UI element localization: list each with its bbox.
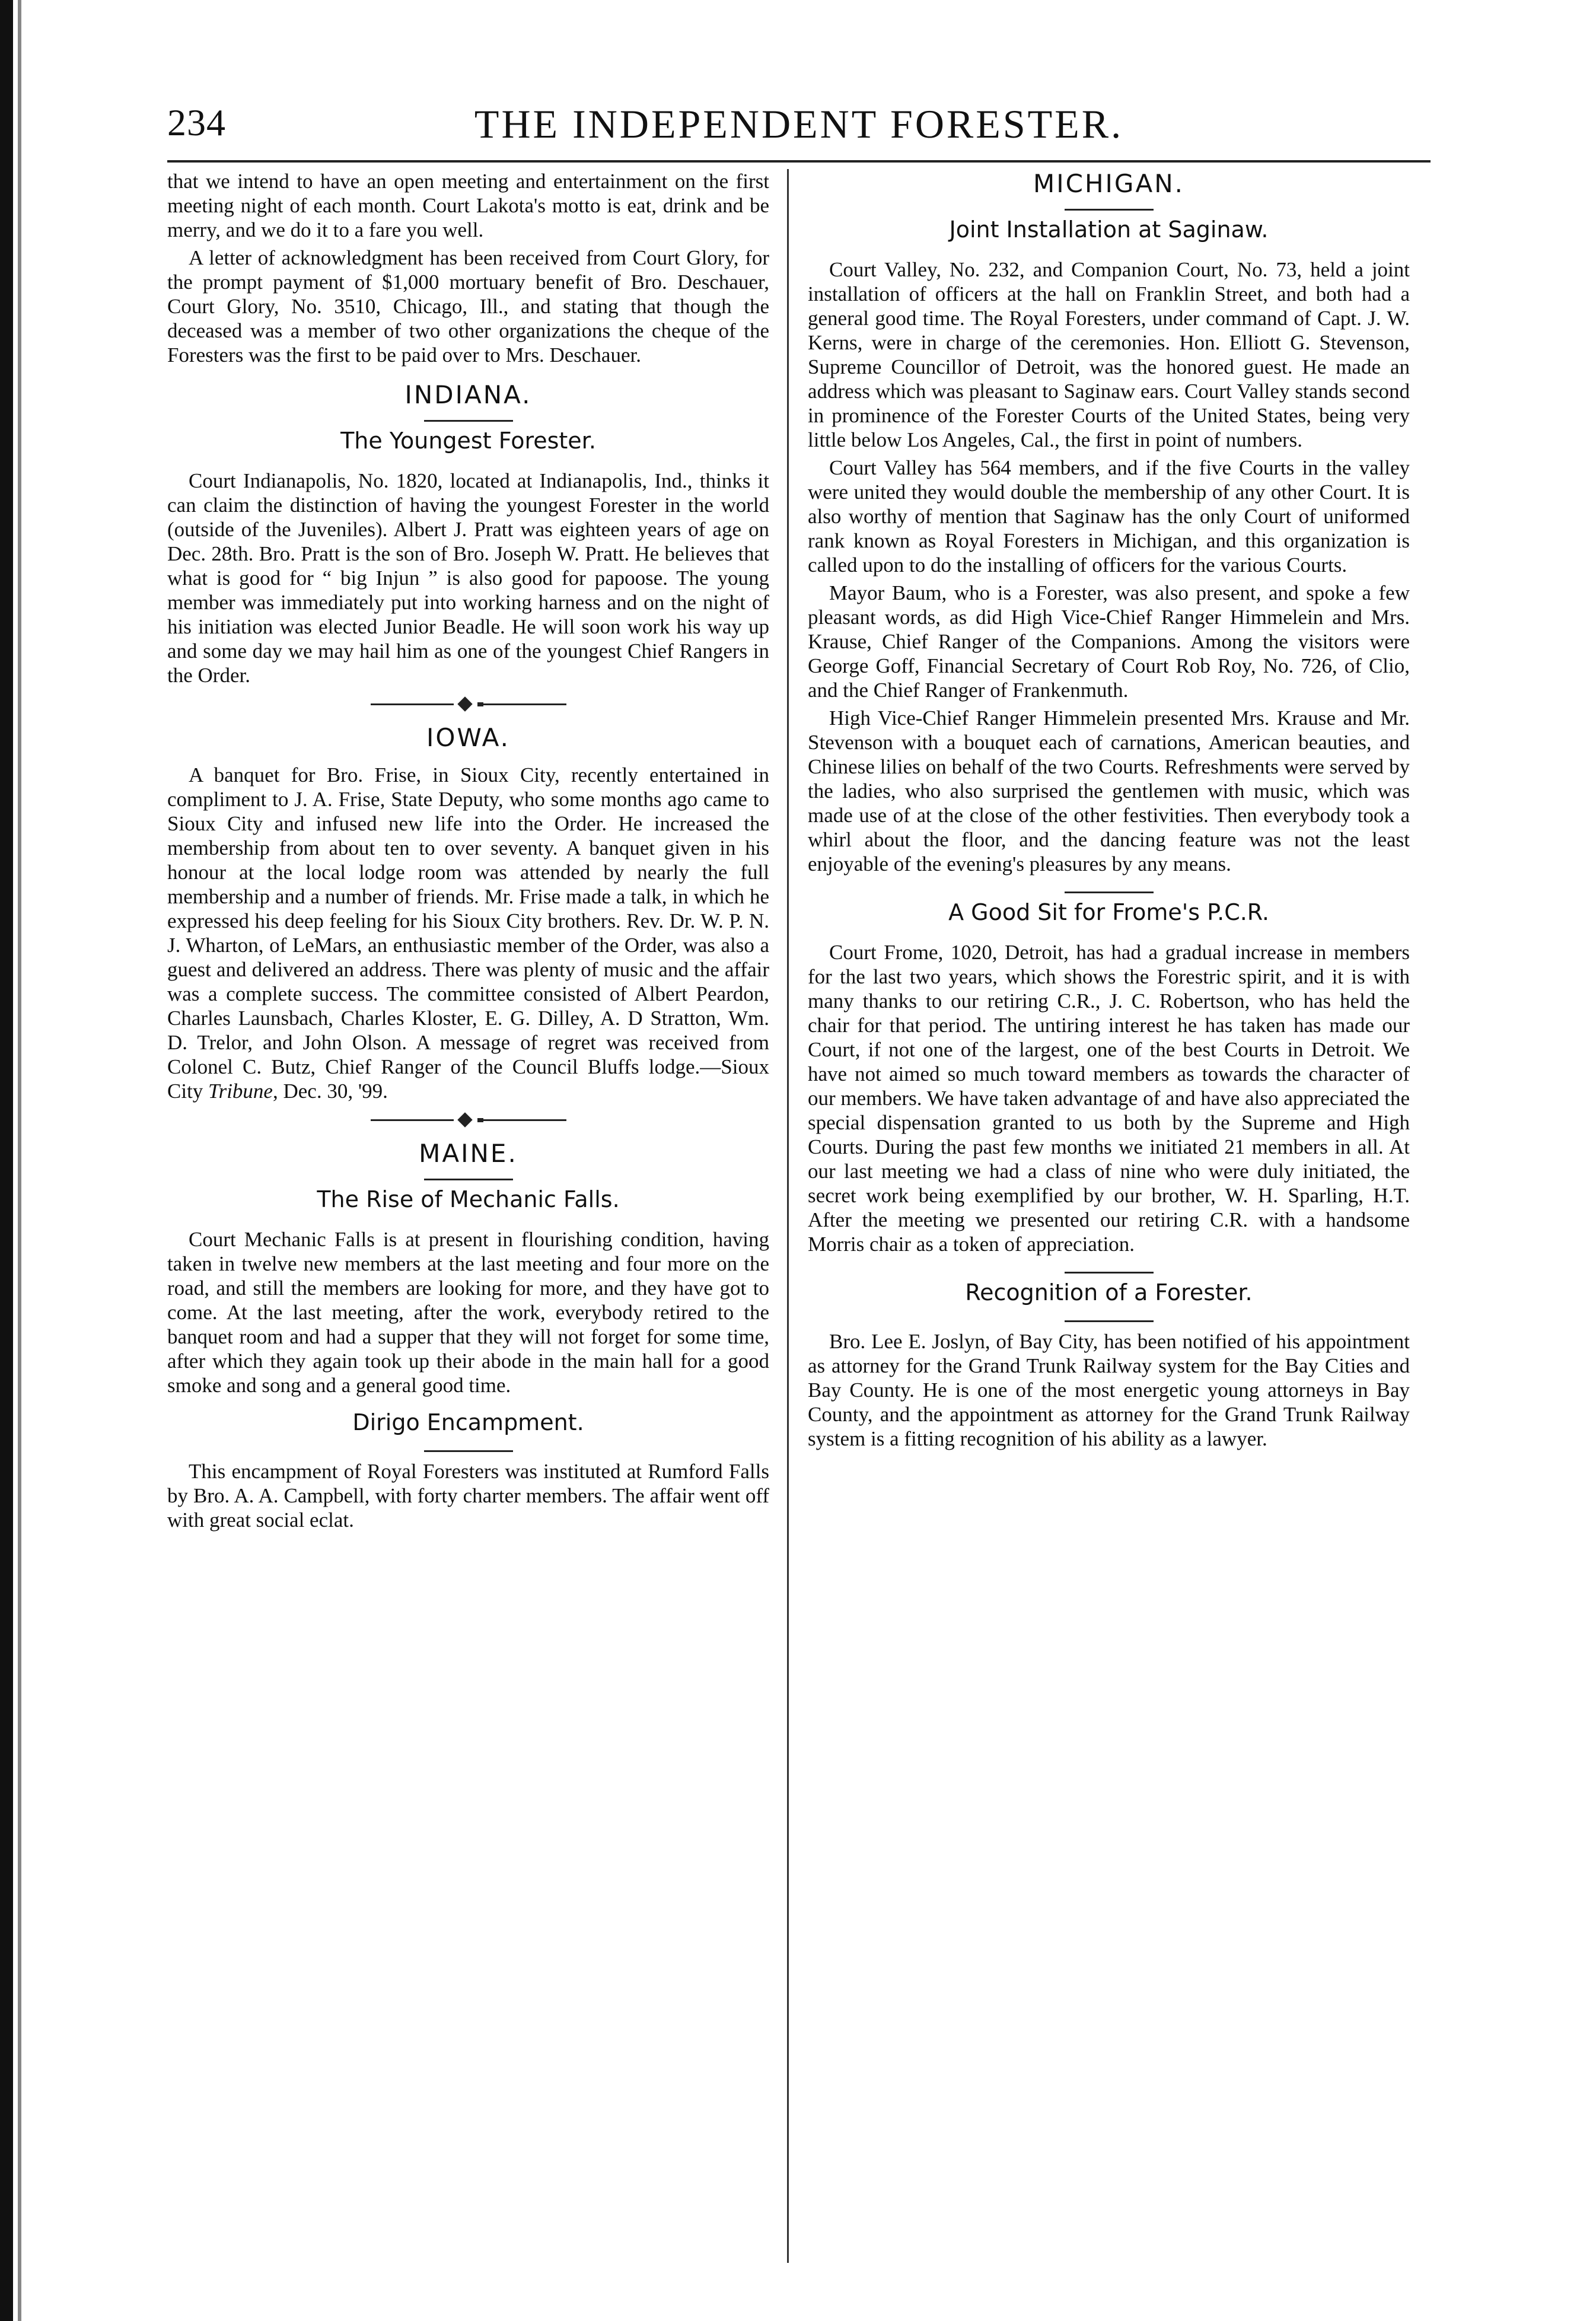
maine-subheading: The Rise of Mechanic Falls.: [317, 1186, 620, 1212]
section-ornament: [371, 698, 566, 710]
iowa-heading: IOWA.: [426, 723, 511, 752]
acknowledgment-paragraph: A letter of acknowledgment has been received from Court Glory, for the prompt payment of $1,000 mortuary benefit of Bro. Deschauer, Court Glory, No. 3510, Chicago, Ill., and stating that though the deceased was a member of two other organizations the cheque of the Foresters was the first to be paid over to Mrs. Deschauer.: [167, 246, 769, 367]
maine-heading: MAINE.: [419, 1139, 518, 1168]
short-rule: [1065, 209, 1154, 211]
indiana-body: Court Indianapolis, No. 1820, located at Indianapolis, Ind., thinks it can claim the distinction of having the youngest Forester in the world (outside of the Juveniles). Albert J. Pratt was eighteen years of age on Dec. 28th. Bro. Pratt is the son of Bro. Joseph W. Pratt. He believes that what is good for “ big Injun ” is also good for papoose. The young member was immediately put into working harness and on the night of his initiation was elected Junior Beadle. He will soon work his way up and some day we may hail him as one of the youngest Chief Rangers in the Order.: [167, 469, 769, 687]
michigan-paragraph-1: Court Valley, No. 232, and Companion Court, No. 73, held a joint installation of officers at the hall on Franklin Street, and both had a general good time. The Royal Foresters, under command of Capt. J. W. Kerns, were in charge of the ceremonies. Hon. Elliott G. Stevenson, Supreme Councillor of Detroit, was the honored guest. He made an address which was pleasant to Saginaw ears. Court Valley stands second in prominence of the Forester Courts of the United States, being very little below Los Angeles, Cal., the first in point of numbers.: [808, 258, 1410, 451]
journal-title: THE INDEPENDENT FORESTER.: [474, 101, 1124, 147]
short-rule: [424, 420, 513, 422]
short-rule: [424, 1179, 513, 1180]
short-rule: [1065, 892, 1154, 893]
page-number: 234: [167, 101, 226, 144]
maine-body: Court Mechanic Falls is at present in flourishing condition, having taken in twelve new members at the last meeting and four more on the road, and still the members are looking for more, and they have got to come. At the last meeting, after the work, everybody retired to the banquet room and had a supper that they will not forget for some time, after which they again took up their abode in the main hall for a good smoke and song and a general good time.: [167, 1228, 769, 1397]
indiana-heading: INDIANA.: [404, 380, 532, 409]
scan-edge-shadow: [18, 0, 21, 2321]
recognition-subheading: Recognition of a Forester.: [965, 1279, 1253, 1306]
page: [167, 89, 1431, 1532]
right-column: [808, 169, 1410, 2316]
frome-subheading: A Good Sit for Frome's P.C.R.: [948, 899, 1269, 925]
michigan-paragraph-4: High Vice-Chief Ranger Himmelein presented Mrs. Krause and Mr. Stevenson with a bouquet each of carnations, American beauties, and Chinese lilies on behalf of the two Courts. Refreshments were served by the ladies, who also surprised the gentlemen with music, which was made use of at the close of the other festivities. Then everybody took a whirl about the floor, and the dancing feature was not the least enjoyable of the evening's pleasures by any means.: [808, 706, 1410, 875]
michigan-paragraph-2: Court Valley has 564 members, and if the five Courts in the valley were united they would double the membership of any other Court. It is also worthy of mention that Saginaw has the only Court of uniformed rank known as Royal Foresters in Michigan, and this organization is called upon to do the installing of officers for the various Courts.: [808, 456, 1410, 577]
section-ornament: [371, 1114, 566, 1126]
scan-edge: [0, 0, 13, 2321]
tribune-italic: Tribune: [208, 1080, 273, 1103]
dirigo-subheading: Dirigo Encampment.: [352, 1409, 584, 1435]
michigan-paragraph-3: Mayor Baum, who is a Forester, was also present, and spoke a few pleasant words, as did High Vice-Chief Ranger Himmelein and Mrs. Krause, Chief Ranger of the Companions. Among the visitors were George Goff, Financial Secretary of Court Rob Roy, No. 726, of Clio, and the Chief Ranger of Frankenmuth.: [808, 581, 1410, 702]
short-rule: [1065, 1320, 1154, 1322]
left-column: [167, 169, 769, 2316]
short-rule: [1065, 1272, 1154, 1273]
indiana-subheading: The Youngest Forester.: [340, 428, 596, 454]
iowa-body: A banquet for Bro. Frise, in Sioux City, recently entertained in compliment to J. A. Frise, State Deputy, who some months ago came to Sioux City and infused new life into the Order. He increased the membership from about ten to over seventy. A banquet given in his honour at the local lodge room was attended by nearly the full membership and a number of friends. Mr. Frise made a talk, in which he expressed his deep feeling for his Sioux City brothers. Rev. Dr. W. P. N. J. Wharton, of LeMars, an enthusiastic member of the Order, was also a guest and delivered an address. There was plenty of music and the affair was a complete success. The committee consisted of Albert Peardon, Charles Launsbach, Charles Kloster, E. G. Dilley, A. D Stratton, Wm. D. Trelor, and John Olson. A message of regret was received from Colonel C. Butz, Chief Ranger of the Council Bluffs lodge.—Sioux City Tribune, Dec. 30, '99.: [167, 763, 769, 1103]
column-rule: [787, 169, 789, 2263]
intro-paragraph: that we intend to have an open meeting and entertainment on the first meeting night of each month. Court Lakota's motto is eat, drink and be merry, and we do it to a fare you well.: [167, 170, 769, 241]
dirigo-body: This encampment of Royal Foresters was instituted at Rumford Falls by Bro. A. A. Campbell, with forty charter members. The affair went off with great social eclat.: [167, 1460, 769, 1532]
short-rule: [424, 1450, 513, 1452]
michigan-subheading: Joint Installation at Saginaw.: [949, 217, 1269, 243]
recognition-body: Bro. Lee E. Joslyn, of Bay City, has been notified of his appointment as attorney for the Grand Trunk Railway system for the Bay Cities and Bay County. He is one of the most energetic young attorneys in Bay County, and the appointment as attorney for the Grand Trunk Railway system is a fitting recognition of his ability as a lawyer.: [808, 1330, 1410, 1450]
frome-body: Court Frome, 1020, Detroit, has had a gradual increase in members for the last two years, which shows the Forestric spirit, and it is with many thanks to our retiring C.R., J. C. Robertson, who has held the chair for that period. The untiring interest he has taken has made our Court, if not one of the largest, one of the best Courts in Detroit. We have not aimed so much toward members as towards the character of our members. We have taken advantage of and have also appreciated the special dispensation granted to us both by the Supreme and High Courts. During the past few months we initiated 21 members in all. At our last meeting we had a class of nine who were duly initiated, the secret work being exemplified by our brother, W. H. Sparling, H.T. After the meeting we presented our retiring C.R. with a handsome Morris chair as a token of appreciation.: [808, 941, 1410, 1256]
michigan-heading: MICHIGAN.: [1033, 169, 1184, 198]
running-head: [167, 89, 1431, 163]
columns: [167, 169, 1431, 2316]
